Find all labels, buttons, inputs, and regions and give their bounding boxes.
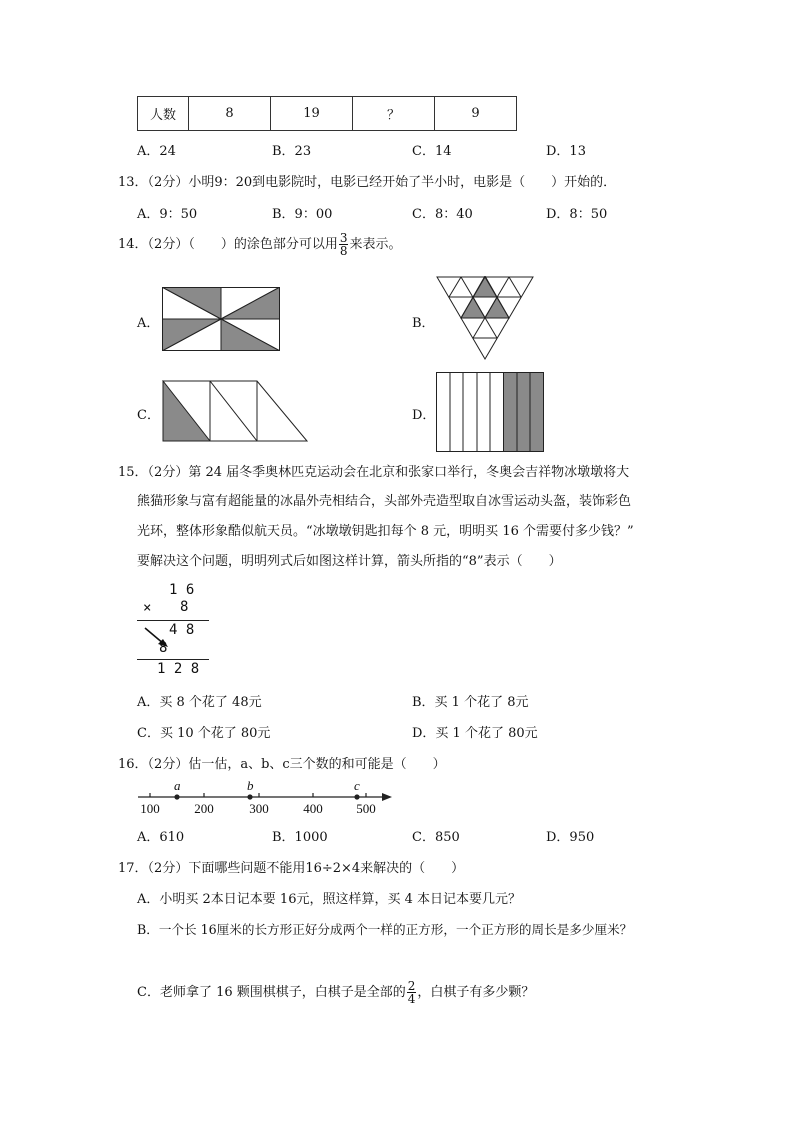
q13-option-a: A．9：50	[137, 207, 198, 222]
tick-label: 100	[140, 801, 160, 816]
label-a: a	[174, 778, 181, 793]
q14-stem	[118, 232, 401, 257]
q16-option-b: B．1000	[272, 830, 328, 845]
q12-option-a: A．24	[137, 144, 176, 159]
q15-line-3: 光环，整体形象酷似航天员。“冰墩墩钥匙扣每个 8 元，明明买 16 个需要付多少钱？”	[137, 524, 634, 539]
tick-label: 500	[356, 801, 376, 816]
tick-label: 300	[249, 801, 269, 816]
q14-stem-tail: 来表示。	[349, 237, 402, 252]
fraction-denominator: 8	[339, 244, 348, 258]
q17-option-c	[137, 980, 534, 1005]
q13-option-d: D．8：50	[546, 207, 608, 222]
q13-option-b: B．9：00	[272, 207, 333, 222]
q13-stem: 13．（2分）小明9：20到电影院时，电影已经开始了半小时，电影是（ ）开始的．	[118, 175, 617, 190]
calc-row-2: 8	[180, 599, 189, 615]
data-table	[137, 96, 517, 131]
tick-label: 200	[194, 801, 214, 816]
table-cell: 8	[189, 97, 271, 131]
q13-option-c: C．8：40	[412, 207, 473, 222]
q16-option-d: D．950	[546, 830, 595, 845]
calc-row-5: 1 2 8	[157, 661, 200, 677]
arrow-head-icon	[382, 793, 392, 801]
times-sign: ×	[143, 600, 152, 616]
fraction-2-4	[407, 980, 417, 1005]
figure-b-triangle	[436, 276, 534, 360]
table-cell: 人数	[138, 97, 189, 131]
q16-option-a: A．610	[137, 830, 185, 845]
q17-stem: 17．（2分）下面哪些问题不能用16÷2×4来解决的（ ）	[118, 861, 465, 876]
label-c: c	[354, 778, 360, 793]
table-cell: 19	[271, 97, 353, 131]
point-c	[354, 794, 359, 799]
fraction-3-8	[339, 232, 349, 257]
q14-label-c: C．	[137, 408, 160, 423]
table-cell: 9	[435, 97, 517, 131]
q15-option-b: B．买 1 个花了 8元	[412, 695, 529, 710]
q15-option-d: D．买 1 个花了 80元	[412, 726, 538, 741]
q14-stem-text: 14．（2分）（ ）的涂色部分可以用	[118, 237, 338, 252]
q16-stem: 16．（2分）估一估，a、b、c三个数的和可能是（ ）	[118, 757, 446, 772]
point-a	[174, 794, 179, 799]
q12-option-c: C．14	[412, 144, 452, 159]
q14-label-b: B．	[412, 316, 435, 331]
table-cell: ？	[353, 97, 435, 131]
q15-option-a: A．买 8 个花了 48元	[137, 695, 262, 710]
table-row	[138, 97, 517, 131]
q17-option-b: B．一个长 16厘米的长方形正好分成两个一样的正方形，一个正方形的周长是多少厘米？	[137, 922, 633, 937]
q17-option-c-text: C．老师拿了 16 颗围棋棋子，白棋子是全部的	[137, 985, 406, 1000]
calc-row-4: 8	[159, 640, 168, 656]
calc-row-3: 4 8	[169, 622, 195, 638]
q12-option-d: D．13	[546, 144, 586, 159]
q14-label-d: D．	[412, 408, 436, 423]
number-line	[136, 778, 398, 820]
q15-line-4: 要解决这个问题，明明列式后如图这样计算，箭头所指的“8”表示（ ）	[137, 554, 562, 569]
fraction-numerator: 2	[407, 979, 416, 993]
figure-c-parallelograms	[162, 380, 308, 442]
q15-option-c: C．买 10 个花了 80元	[137, 726, 271, 741]
fraction-denominator: 4	[407, 992, 416, 1006]
q17-option-a: A．小明买 2本日记本要 16元，照这样算，买 4 本日记本要几元？	[137, 892, 522, 907]
divider-line	[137, 620, 209, 621]
multiplication-figure	[137, 580, 209, 678]
divider-line	[137, 659, 209, 660]
q12-option-b: B．23	[272, 144, 312, 159]
fraction-numerator: 3	[339, 231, 348, 245]
figure-d-strips	[436, 372, 544, 452]
point-b	[247, 794, 252, 799]
label-b: b	[247, 778, 254, 793]
calc-row-1: 1 6	[169, 582, 195, 598]
tick-label: 400	[303, 801, 323, 816]
q15-line-1: 15．（2分）第 24 届冬季奥林匹克运动会在北京和张家口举行，冬奥会吉祥物冰墩墩将大	[118, 465, 630, 480]
figure-a-rectangle	[162, 287, 280, 351]
q17-option-c-tail: ，白棋子有多少颗？	[417, 985, 535, 1000]
q14-label-a: A．	[137, 316, 160, 331]
q15-line-2: 熊猫形象与富有超能量的冰晶外壳相结合，头部外壳造型取自冰雪运动头盔，装饰彩色	[137, 494, 632, 509]
q16-option-c: C．850	[412, 830, 460, 845]
